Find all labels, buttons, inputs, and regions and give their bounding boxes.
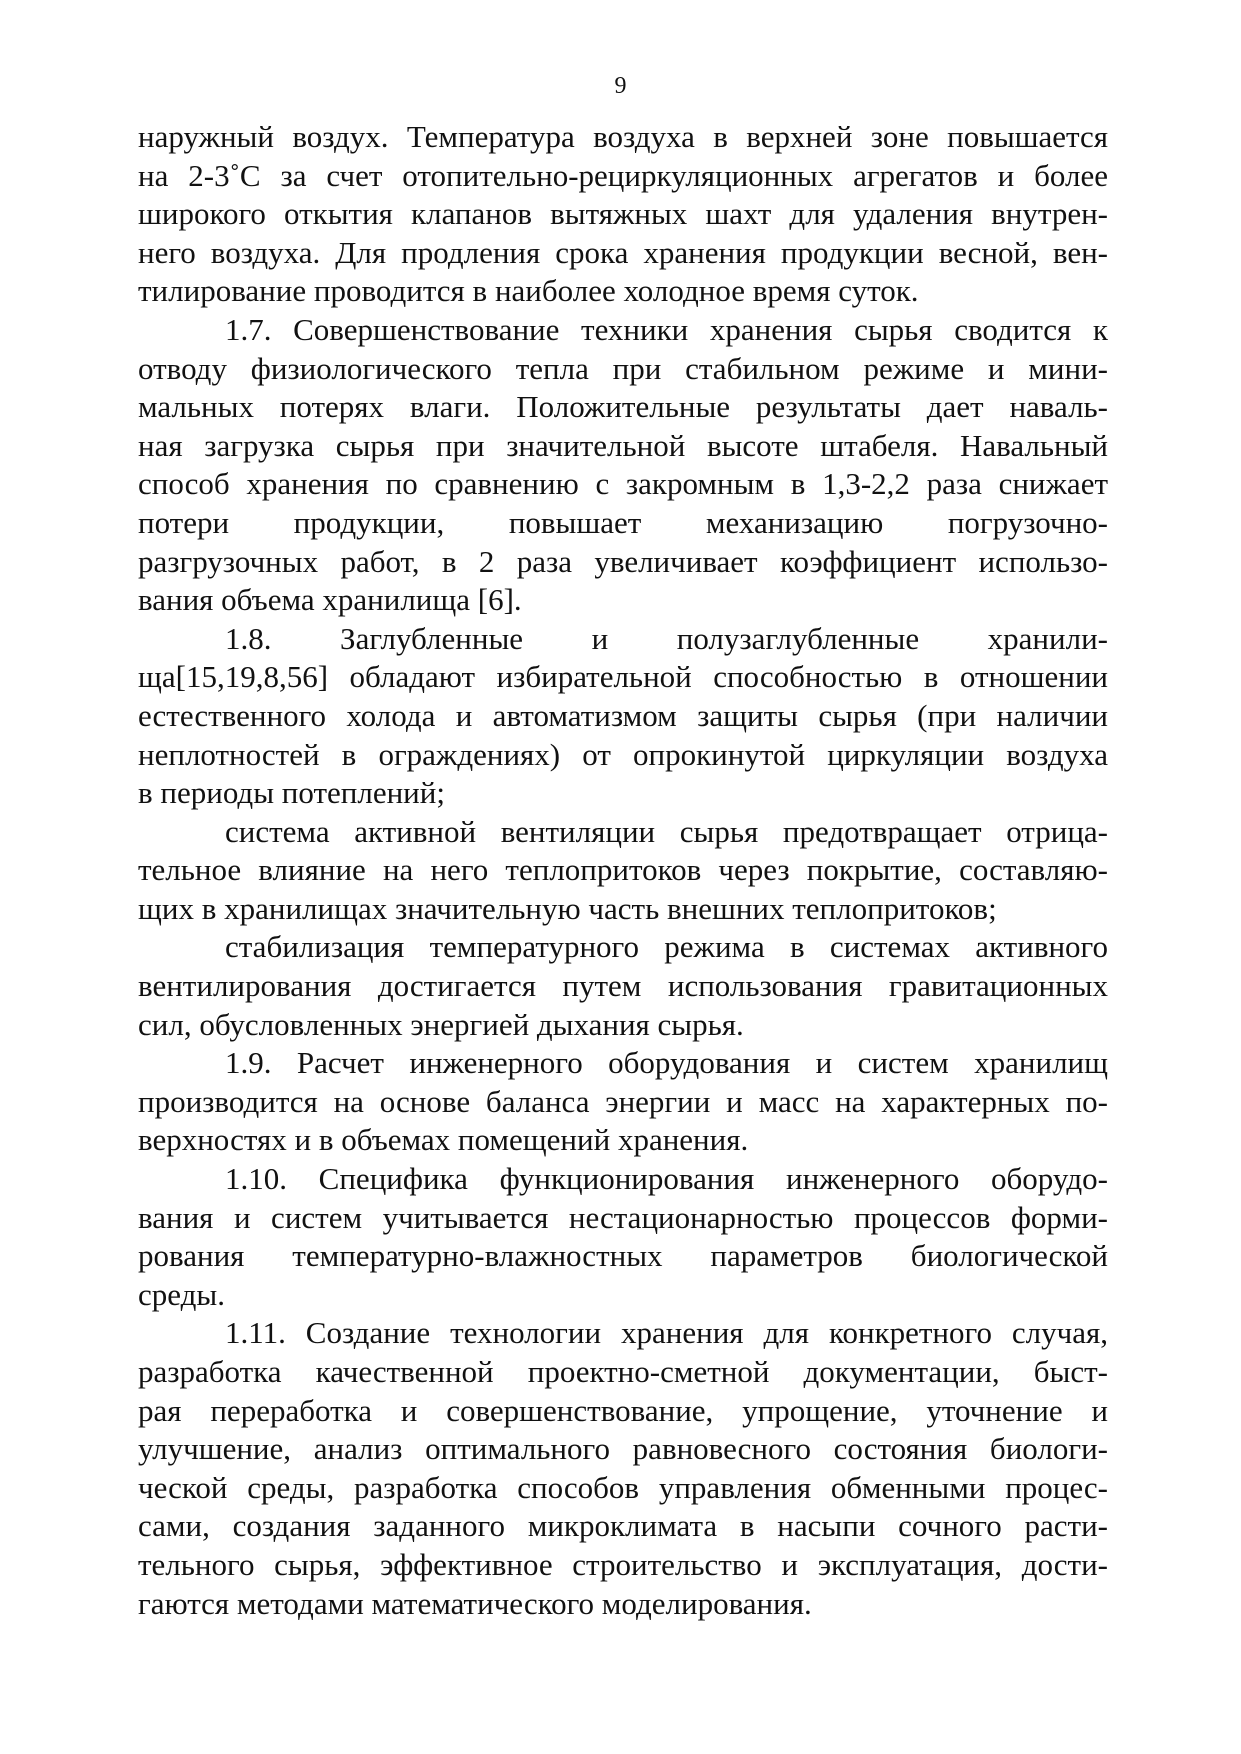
text-line: рования температурно-влажностных параметров биологической xyxy=(138,1238,1108,1274)
text-line: 1.11. Создание технологии хранения для конкретного случая, xyxy=(225,1315,1108,1351)
text-line: система активной вентиляции сырья предотвращает отрица- xyxy=(225,813,1108,849)
text-line: улучшение, анализ оптимального равновесного состояния биологи- xyxy=(138,1431,1108,1467)
text-line: разгрузочных работ, в 2 раза увеличивает коэффициент использо- xyxy=(138,543,1108,579)
text-line: мальных потерях влаги. Положительные результаты дает наваль- xyxy=(138,389,1108,425)
text-line: способ хранения по сравнению с закромным в 1,3-2,2 раза снижает xyxy=(138,466,1108,502)
text-line: на 2-3˚С за счет отопительно-рециркуляционных агрегатов и более xyxy=(138,157,1108,193)
text-line: 1.7. Совершенствование техники хранения сырья сводится к xyxy=(225,311,1108,347)
text-line: 1.10. Специфика функционирования инженерного оборудо- xyxy=(225,1161,1108,1197)
text-line: ная загрузка сырья при значительной высоте штабеля. Навальный xyxy=(138,427,1108,463)
text-line: сил, обусловленных энергией дыхания сырья. xyxy=(138,1006,744,1042)
text-line: вания объема хранилища [6]. xyxy=(138,582,522,618)
text-line: гаются методами математического моделирования. xyxy=(138,1585,812,1621)
text-line: наружный воздух. Температура воздуха в верхней зоне повышается xyxy=(138,119,1108,154)
text-line: 1.9. Расчет инженерного оборудования и систем хранилищ xyxy=(225,1045,1108,1081)
text-line: отводу физиологического тепла при стабильном режиме и мини- xyxy=(138,350,1108,386)
text-line: ческой среды, разработка способов управления обменными процес- xyxy=(138,1469,1108,1505)
text-line: потери продукции, повышает механизацию погрузочно- xyxy=(138,504,1108,540)
body-text xyxy=(138,118,1108,1623)
text-line: вентилирования достигается путем использования гравитационных xyxy=(138,968,1108,1004)
text-line: вания и систем учитывается нестационарностью процессов форми- xyxy=(138,1199,1108,1235)
text-line: тилирование проводится в наиболее холодное время суток. xyxy=(138,273,919,309)
text-line: тельное влияние на него теплопритоков через покрытие, составляю- xyxy=(138,852,1108,888)
text-line: среды. xyxy=(138,1276,225,1312)
page-number: 9 xyxy=(614,73,627,99)
text-line: в периоды потеплений; xyxy=(138,775,445,811)
text-line: естественного холода и автоматизмом защиты сырья (при наличии xyxy=(138,697,1108,733)
text-line: рая переработка и совершенствование, упрощение, уточнение и xyxy=(138,1392,1108,1428)
text-line: тельного сырья, эффективное строительство и эксплуатация, дости- xyxy=(138,1546,1108,1582)
text-line: широкого откытия клапанов вытяжных шахт для удаления внутрен- xyxy=(138,196,1108,232)
text-line: верхностях и в объемах помещений хранения. xyxy=(138,1122,749,1158)
text-line: него воздуха. Для продления срока хранения продукции весной, вен- xyxy=(138,234,1108,270)
text-line: стабилизация температурного режима в системах активного xyxy=(225,929,1108,965)
text-line: ща[15,19,8,56] обладают избирательной способностью в отношении xyxy=(138,659,1108,695)
text-line: щих в хранилищах значительную часть внешних теплопритоков; xyxy=(138,890,997,926)
text-line: сами, создания заданного микроклимата в насыпи сочного расти- xyxy=(138,1508,1108,1544)
text-line: 1.8. Заглубленные и полузаглубленные хранили- xyxy=(225,620,1108,656)
text-line: неплотностей в ограждениях) от опрокинутой циркуляции воздуха xyxy=(138,736,1108,772)
text-line: разработка качественной проектно-сметной документации, быст- xyxy=(138,1354,1108,1389)
text-line: производится на основе баланса энергии и масс на характерных по- xyxy=(138,1083,1108,1119)
